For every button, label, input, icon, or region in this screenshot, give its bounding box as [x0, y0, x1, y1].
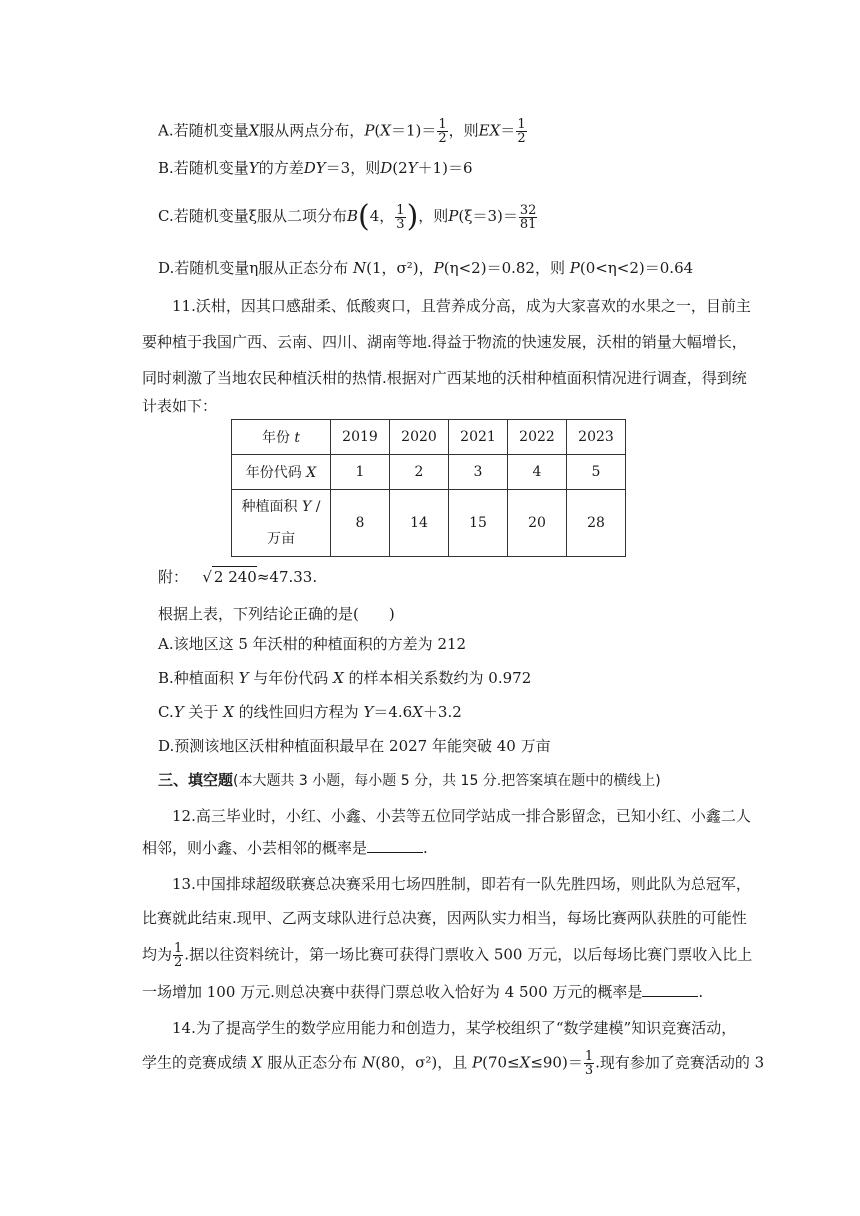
table-cell: 2020	[390, 420, 449, 455]
table-cell: 2023	[567, 420, 626, 455]
q11-note: 附： √ 2 240≈47.33.	[158, 568, 318, 586]
table-row	[232, 420, 626, 455]
numerator: 1	[517, 117, 526, 132]
var-n: N	[353, 259, 367, 277]
denominator: 2	[174, 955, 183, 970]
var-x: X	[333, 669, 344, 687]
text: (	[374, 121, 381, 140]
right-paren: )	[406, 199, 419, 234]
var-p: P	[569, 259, 580, 277]
denominator: 3	[396, 216, 405, 232]
q11-line-4: 计表如下：	[142, 397, 218, 415]
var-x: X	[223, 703, 234, 721]
numerator: 1	[396, 202, 405, 218]
text: C.若随机变量ξ服从二项分布	[158, 207, 347, 225]
text: 学生的竞赛成绩	[142, 1053, 248, 1072]
text: .现有参加了竞赛活动的 3	[595, 1053, 765, 1072]
text: ＋1)＝6	[417, 159, 473, 177]
text: A.若随机变量	[158, 121, 249, 140]
var-p: P	[364, 121, 375, 140]
text: B.种植面积	[158, 669, 234, 687]
table-cell: 15	[449, 490, 508, 557]
text: ，则	[448, 121, 479, 140]
table-cell: 8	[331, 490, 390, 557]
text: (0<η<2)＝0.64	[579, 259, 694, 277]
q11-line-2: 要种植于我国广西、云南、四川、湖南等地.得益于物流的快速发展，沃柑的销量大幅增长，	[142, 333, 747, 351]
q12-line-2	[142, 838, 428, 858]
q11-line-3: 同时刺激了当地农民种植沃柑的热情.根据对广西某地的沃柑种植面积情况进行调查，得到统	[142, 369, 747, 387]
text: 服从正态分布	[267, 1053, 358, 1072]
table-header-cell	[232, 455, 331, 490]
numerator: 1	[174, 941, 183, 956]
text: 的方差	[258, 159, 304, 177]
text: 附：	[158, 568, 189, 586]
fraction	[173, 942, 183, 969]
var-p: P	[472, 1053, 483, 1072]
text: ＝4.6	[373, 703, 413, 721]
table-cell: 2	[390, 455, 449, 490]
text: 种植面积	[241, 499, 303, 515]
var-x: X	[248, 121, 260, 140]
var-y: Y	[363, 703, 374, 721]
var-x: X	[306, 465, 317, 481]
section-title: 三、填空题	[158, 771, 234, 789]
fraction	[519, 204, 538, 231]
q10-option-c[interactable]	[158, 199, 538, 234]
text: 万亩	[267, 531, 295, 547]
q11-option-d[interactable]: D.预测该地区沃柑种植面积最早在 2027 年能突破 40 万亩	[158, 737, 551, 755]
table-cell: 14	[390, 490, 449, 557]
fraction	[395, 204, 405, 231]
var-x: X	[380, 121, 391, 140]
q13-line-4	[142, 982, 703, 1002]
var-y: Y	[238, 669, 249, 687]
text: ＋3.2	[422, 703, 462, 721]
fraction	[584, 1050, 594, 1077]
text: ≤90)＝	[530, 1053, 583, 1072]
text: 年份	[261, 430, 295, 446]
table-cell: 2019	[331, 420, 390, 455]
table-cell: 4	[508, 455, 567, 490]
var-x: X	[519, 1053, 531, 1072]
q13-line-2: 比赛就此结束.现甲、乙两支球队进行总决赛，因两队实力相当，每场比赛两队获胜的可能性	[142, 909, 747, 927]
denominator: 3	[584, 1063, 594, 1078]
text: (1，σ²)，	[366, 259, 434, 277]
text: .	[698, 983, 704, 1001]
text: .	[423, 839, 428, 857]
text: (80，σ²)，且	[375, 1053, 468, 1072]
var-p: P	[448, 207, 459, 225]
q13-line-3	[142, 942, 752, 969]
text: ，则	[418, 207, 449, 225]
denominator: 2	[438, 131, 447, 146]
table-cell: 28	[567, 490, 626, 557]
numerator: 1	[438, 117, 447, 132]
section-note: (本大题共 3 小题，每小题 5 分，共 15 分.把答案填在题中的横线上)	[233, 773, 661, 789]
var-n: N	[362, 1053, 376, 1072]
var-b: B	[346, 207, 359, 225]
text: (70≤	[482, 1053, 520, 1072]
text: ＝1)＝	[390, 121, 437, 140]
table-cell: 3	[449, 455, 508, 490]
text: 4，	[369, 207, 395, 225]
var-y: Y	[302, 499, 312, 515]
var-dy: DY	[303, 159, 326, 177]
var-d: D	[380, 159, 393, 177]
q12-line-1: 12.高三毕业时，小红、小鑫、小芸等五位同学站成一排合影留念，已知小红、小鑫二人	[172, 807, 751, 825]
fraction	[516, 118, 526, 145]
table-row	[232, 490, 626, 557]
text: 年份代码	[245, 465, 307, 481]
text: (2	[392, 159, 408, 177]
q11-option-c[interactable]	[158, 702, 462, 722]
text: 与年份代码	[253, 669, 329, 687]
text: (ξ＝3)＝	[458, 207, 518, 225]
q10-option-b[interactable]	[158, 158, 473, 178]
radicand: 2 240	[213, 568, 257, 586]
text: 的线性回归方程为	[238, 703, 359, 721]
numerator: 32	[519, 202, 537, 218]
left-paren: (	[358, 199, 370, 234]
var-t: t	[294, 430, 301, 446]
text: C.	[158, 703, 174, 721]
table-row	[232, 455, 626, 490]
text: /	[311, 499, 321, 515]
text: 一场增加 100 万元.则总决赛中获得门票总收入恰好为 4 500 万元的概率是	[142, 983, 643, 1001]
numerator: 1	[584, 1049, 594, 1064]
q13-line-1: 13.中国排球超级联赛总决赛采用七场四胜制，即若有一队先胜四场，则此队为总冠军，	[172, 875, 751, 893]
table-cell: 2022	[508, 420, 567, 455]
denominator: 81	[519, 216, 537, 232]
var-y: Y	[248, 159, 259, 177]
text: D.若随机变量η服从正态分布	[158, 259, 349, 277]
text: 相邻，则小鑫、小芸相邻的概率是	[142, 839, 368, 857]
text: 均为	[142, 945, 173, 964]
text: ＝3，则	[325, 159, 381, 177]
text: B.若随机变量	[158, 159, 249, 177]
table-cell: 5	[567, 455, 626, 490]
var-x: X	[251, 1053, 263, 1072]
data-table	[231, 419, 626, 557]
text: .据以往资料统计，第一场比赛可获得门票收入 500 万元，以后每场比赛门票收入比上	[184, 945, 753, 964]
q10-option-a[interactable]	[158, 118, 528, 145]
q11-line-1: 11.沃柑，因其口感甜柔、低酸爽口，且营养成分高，成为大家喜欢的水果之一，目前主	[172, 297, 751, 315]
fraction	[437, 118, 447, 145]
text: (η<2)＝0.82，则	[443, 259, 565, 277]
var-ex: EX	[478, 121, 501, 140]
answer-blank[interactable]	[642, 982, 698, 997]
var-x: X	[412, 703, 423, 721]
denominator: 2	[517, 131, 526, 146]
table-header-cell	[232, 490, 331, 557]
answer-blank[interactable]	[367, 838, 423, 853]
text: 服从两点分布，	[259, 121, 365, 140]
q11-option-b[interactable]	[158, 668, 531, 688]
q10-option-d[interactable]	[158, 258, 693, 278]
var-y: Y	[407, 159, 418, 177]
q14-line-2	[142, 1050, 764, 1077]
table-header-cell	[232, 420, 331, 455]
section-heading	[158, 770, 661, 791]
text: 的样本相关系数约为 0.972	[348, 669, 532, 687]
table-cell: 2021	[449, 420, 508, 455]
table-cell: 20	[508, 490, 567, 557]
text: ＝	[500, 121, 516, 140]
var-y: Y	[173, 703, 184, 721]
q14-line-1: 14.为了提高学生的数学应用能力和创造力，某学校组织了“数学建模”知识竞赛活动，	[172, 1019, 737, 1037]
table-cell: 1	[331, 455, 390, 490]
var-p: P	[433, 259, 444, 277]
text: 关于	[188, 703, 219, 721]
q11-option-a[interactable]: A.该地区这 5 年沃柑的种植面积的方差为 212	[158, 635, 467, 653]
q11-stem: 根据上表，下列结论正确的是( )	[158, 605, 395, 623]
text: ≈47.33.	[256, 568, 318, 586]
